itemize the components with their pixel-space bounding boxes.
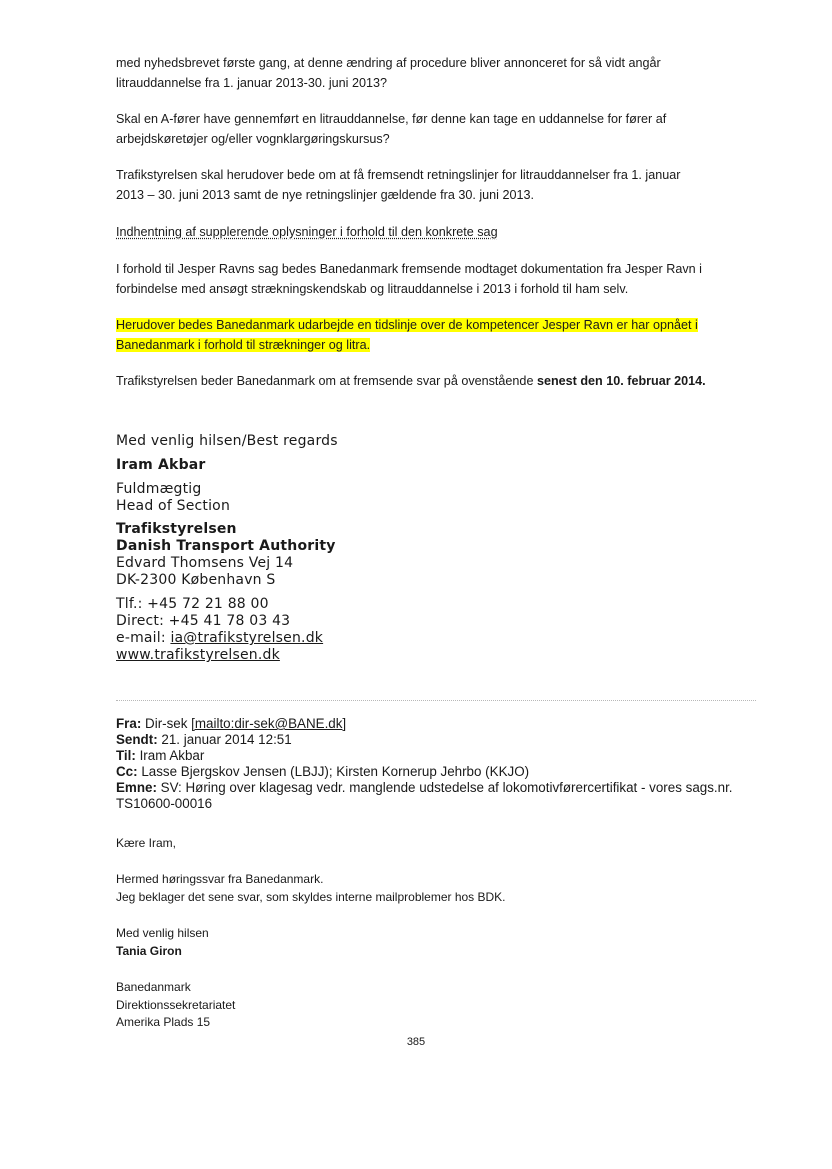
closing-text: Med venlig hilsen (116, 926, 209, 940)
sender-org: Banedanmark (116, 980, 191, 994)
org-en: Danish Transport Authority (116, 538, 336, 554)
signature-title (116, 481, 230, 515)
org-da: Trafikstyrelsen (116, 521, 237, 537)
reply-salutation: Kære Iram, (116, 836, 177, 850)
city-address: DK-2300 København S (116, 572, 276, 588)
reply-closing (116, 925, 209, 960)
subject-value: SV: Høring over klagesag vedr. manglende udstedelse af lokomotivførercertifikat - vores sags.nr. (160, 780, 733, 795)
reply-sender-address (116, 979, 235, 1032)
text-line: Trafikstyrelsen skal herudover bede om at få fremsendt retningslinjer for litrauddannelser fra 1. januar (116, 168, 681, 182)
email-label: e-mail: (116, 630, 171, 646)
cc-value: Lasse Bjergskov Jensen (LBJJ); Kirsten Kornerup Jehrbo (KKJO) (141, 764, 530, 779)
paragraph-documentation-request (116, 259, 702, 299)
signature-organization (116, 521, 336, 589)
paragraph-deadline (116, 371, 706, 391)
subject-label: Emne: (116, 780, 157, 795)
reply-line: Jeg beklager det sene svar, som skyldes interne mailproblemer hos BDK. (116, 889, 506, 904)
reply-body (116, 871, 506, 906)
street-address: Edvard Thomsens Vej 14 (116, 555, 294, 571)
text-line: litrauddannelse fra 1. januar 2013-30. juni 2013? (116, 76, 387, 90)
paragraph-question-2 (116, 109, 666, 149)
highlighted-text-line: Banedanmark i forhold til strækninger og litra. (116, 338, 371, 352)
section-heading-text: Indhentning af supplerende oplysninger i forhold til den konkrete sag (116, 225, 498, 239)
signature-greeting: Med venlig hilsen/Best regards (116, 433, 338, 449)
text-line: 2013 – 30. juni 2013 samt de nye retningslinjer gældende fra 30. juni 2013. (116, 188, 534, 202)
phone-number: Tlf.: +45 72 21 88 00 (116, 596, 269, 612)
sender-street: Amerika Plads 15 (116, 1015, 211, 1029)
deadline-text: Trafikstyrelsen beder Banedanmark om at fremsende svar på ovenstående (116, 374, 537, 388)
text-line: arbejdskøretøjer og/eller vognklargøringskursus? (116, 132, 390, 146)
page-number: 385 (406, 1036, 426, 1048)
text-line: Skal en A-fører have gennemført en litrauddannelse, før denne kan tage en uddannelse for fører af (116, 112, 667, 126)
title-en: Head of Section (116, 498, 231, 514)
email-link[interactable]: ia@trafikstyrelsen.dk (170, 630, 324, 646)
from-value: Dir-sek (145, 716, 192, 731)
text-line: forbindelse med ansøgt strækningskendskab og litrauddannelse i 2013 i forhold til ham selv. (116, 282, 629, 296)
email-header (116, 716, 733, 812)
from-label: Fra: (116, 716, 142, 731)
sent-value: 21. januar 2014 12:51 (161, 732, 292, 747)
signature-contact (116, 596, 323, 664)
to-value: Iram Akbar (139, 748, 205, 763)
subject-value-continued: TS10600-00016 (116, 796, 213, 811)
email-separator (116, 700, 756, 701)
signature-name (116, 457, 206, 474)
signature-name-text: Iram Akbar (116, 457, 206, 473)
sender-dept: Direktionssekretariatet (116, 997, 236, 1012)
title-da: Fuldmægtig (116, 481, 202, 497)
highlighted-text-line: Herudover bedes Banedanmark udarbejde en tidslinje over de kompetencer Jesper Ravn er har opnået i (116, 318, 698, 332)
paragraph-guidelines-request (116, 165, 680, 205)
from-mailto-link[interactable]: [mailto:dir-sek@BANE.dk] (191, 716, 347, 731)
section-heading (116, 222, 498, 242)
paragraph-highlighted-timeline (116, 315, 698, 355)
paragraph-question-1 (116, 53, 661, 93)
direct-number: Direct: +45 41 78 03 43 (116, 613, 291, 629)
sent-label: Sendt: (116, 732, 158, 747)
text-line: med nyhedsbrevet første gang, at denne ændring af procedure bliver annonceret for så vidt angår (116, 56, 661, 70)
cc-label: Cc: (116, 764, 138, 779)
reply-sender-name: Tania Giron (116, 943, 182, 958)
deadline-date: senest den 10. februar 2014. (536, 374, 706, 388)
to-label: Til: (116, 748, 136, 763)
website-link[interactable]: www.trafikstyrelsen.dk (116, 647, 280, 663)
text-line: I forhold til Jesper Ravns sag bedes Banedanmark fremsende modtaget dokumentation fra Jesper Ravn i (116, 262, 702, 276)
reply-line: Hermed høringssvar fra Banedanmark. (116, 872, 324, 886)
